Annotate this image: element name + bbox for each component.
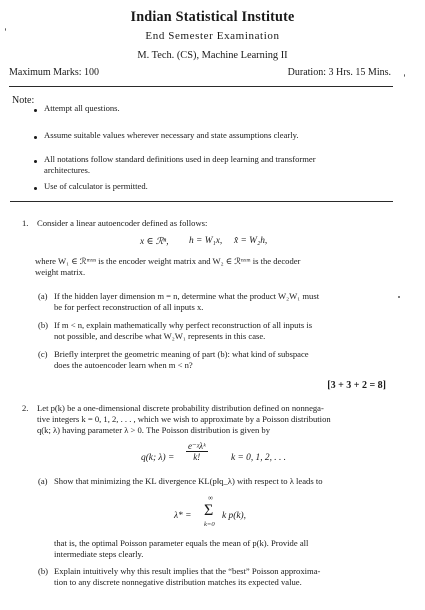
- q2-part-text: intermediate steps clearly.: [54, 549, 144, 559]
- sum-lower-limit: k=0: [204, 521, 215, 528]
- scan-speck: [404, 74, 405, 77]
- q2-part-label: (b): [38, 566, 49, 576]
- poisson-lhs: q(k; λ) =: [141, 453, 175, 463]
- q2-part-label: (a): [38, 476, 48, 486]
- q2-part-text: Show that minimizing the KL divergence KL(p‖q_λ) with respect to λ leads to: [54, 476, 323, 486]
- q2-text: q(k; λ) having parameter λ > 0. The Poisson distribution is given by: [37, 425, 271, 435]
- note-item: Assume suitable values wherever necessary and state assumptions clearly.: [44, 130, 299, 140]
- q1-part-text: Briefly interpret the geometric meaning of part (b): what kind of subspace: [54, 349, 309, 359]
- q2-part-text: that is, the optimal Poisson parameter equals the mean of p(k). Provide all: [54, 538, 309, 548]
- q2-part-text: Explain intuitively why this result implies that the “best” Poisson approxima-: [54, 566, 321, 576]
- duration: Duration: 3 Hrs. 15 Mins.: [287, 67, 391, 78]
- header-divider: [9, 86, 393, 87]
- note-item: Attempt all questions.: [44, 103, 120, 113]
- q2-part-text: tion to any discrete nonnegative distribution matches its expected value.: [54, 577, 302, 587]
- scan-speck: [5, 28, 6, 31]
- sum-term: k p(k),: [222, 511, 246, 521]
- course-title: M. Tech. (CS), Machine Learning II: [137, 50, 288, 61]
- q1-intro: Consider a linear autoencoder defined as follows:: [37, 218, 208, 228]
- sum-sign: Σ: [204, 502, 214, 519]
- poisson-rhs: k = 0, 1, 2, . . .: [231, 453, 287, 463]
- lambda-star: λ* =: [174, 511, 192, 521]
- q2-number: 2.: [22, 403, 29, 413]
- q1-part-text: does the autoencoder learn when m < n?: [54, 360, 193, 370]
- sum-upper-limit: ∞: [208, 494, 213, 502]
- note-divider: [10, 201, 393, 202]
- q1-part-label: (a): [38, 291, 48, 301]
- q1-where-line: where W₁ ∈ ℛᵐˣⁿ is the encoder weight matrix and W₂ ∈ ℛⁿˣᵐ is the decoder: [35, 256, 301, 266]
- poisson-denominator: k!: [193, 452, 201, 462]
- q1-eq-h: h = W₁x,: [189, 236, 223, 246]
- q1-eq-x: x ∈ ℛⁿ,: [140, 237, 169, 247]
- note-title: Note:: [12, 95, 35, 106]
- scan-speck: [398, 296, 400, 298]
- bullet-icon: [34, 160, 37, 163]
- bullet-icon: [34, 136, 37, 139]
- q1-part-text: If m < n, explain mathematically why perfect reconstruction of all inputs is: [54, 320, 313, 330]
- bullet-icon: [34, 109, 37, 112]
- q1-part-text: not possible, and describe what W₂W₁ represents in this case.: [54, 331, 266, 341]
- q1-marks: [3 + 3 + 2 = 8]: [327, 380, 386, 391]
- poisson-fraction: [186, 441, 208, 462]
- poisson-numerator: e⁻ᵡλᵏ: [188, 441, 206, 451]
- bullet-icon: [34, 187, 37, 190]
- q1-number: 1.: [22, 218, 29, 228]
- max-marks: Maximum Marks: 100: [9, 67, 99, 78]
- q1-part-text: be for perfect reconstruction of all inputs x.: [54, 302, 204, 312]
- q1-part-text: If the hidden layer dimension m = n, determine what the product W₂W₁ must: [54, 291, 320, 301]
- note-item-continuation: architectures.: [44, 165, 91, 175]
- q2-text: tive integers k = 0, 1, 2, . . . , which we wish to approximate by a Poisson distribution: [37, 414, 331, 424]
- institute-title: Indian Statistical Institute: [130, 9, 295, 25]
- q1-eq-xhat: x̂ = W₂h,: [234, 236, 268, 246]
- note-item: Use of calculator is permitted.: [44, 181, 148, 191]
- q1-where-line: weight matrix.: [35, 267, 86, 277]
- q1-part-label: (b): [38, 320, 49, 330]
- q2-text: Let p(k) be a one-dimensional discrete probability distribution defined on nonnega-: [37, 403, 324, 413]
- exam-title: End Semester Examination: [145, 30, 280, 42]
- q1-part-label: (c): [38, 349, 48, 359]
- note-item: All notations follow standard definitions used in deep learning and transformer: [44, 154, 316, 164]
